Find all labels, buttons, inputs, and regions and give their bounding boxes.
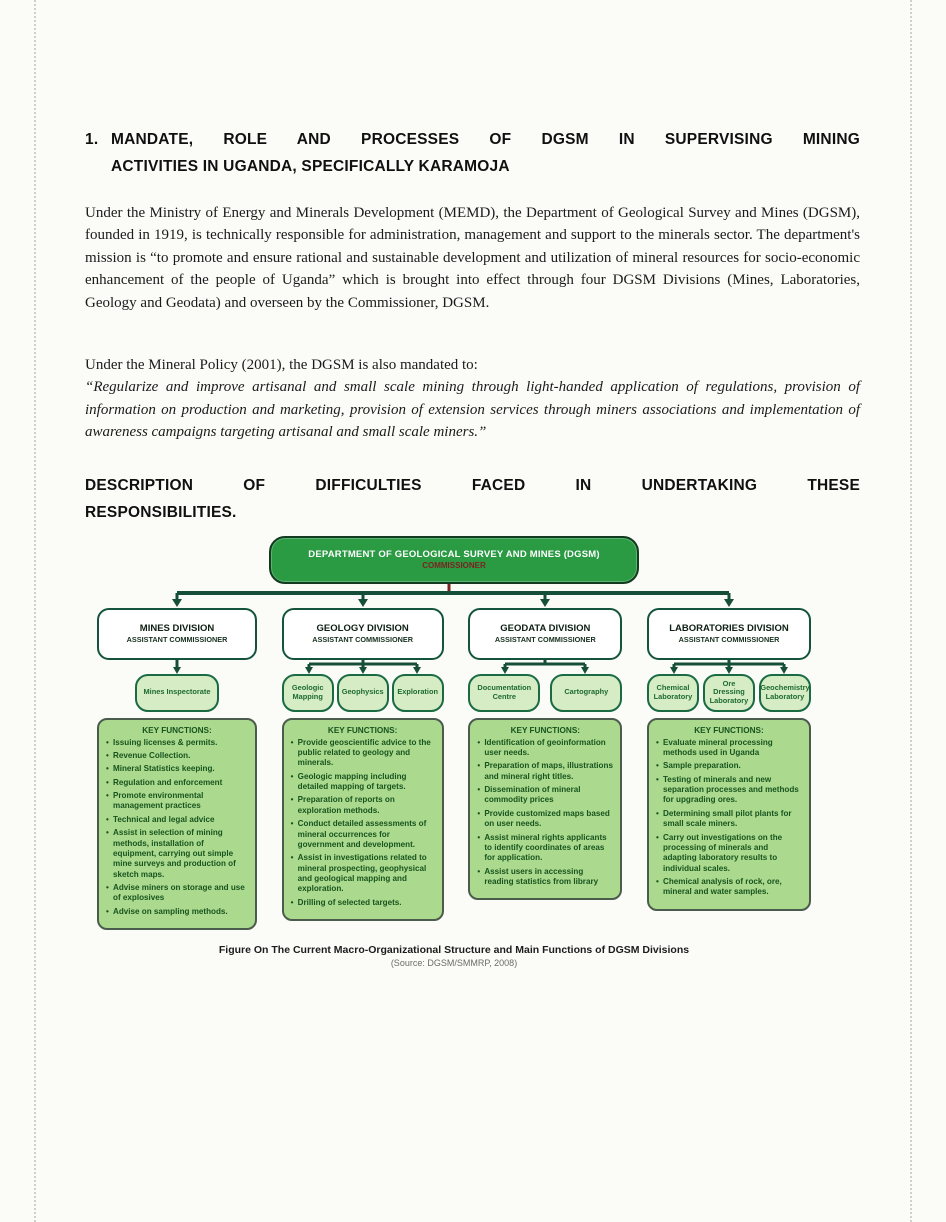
geology-units-connector	[282, 660, 444, 674]
division-column-laboratories	[647, 608, 811, 930]
division-column-mines	[97, 608, 257, 930]
mines-units-connector	[97, 660, 257, 674]
paragraph-mineral-policy-quote: “Regularize and improve artisanal and small scale mining through light-handed application of regulations, provision of information on production and marketing, provision of extension services through miners associations and implementation of awareness campaigns targeting artisanal and small scale miners.”	[85, 379, 860, 441]
paragraph-mineral-policy-intro: Under the Mineral Policy (2001), the DGSM is also mandated to:	[85, 357, 478, 374]
difficulties-heading-line2: RESPONSIBILITIES.	[85, 503, 237, 521]
unit-pill: Geochemistry Laboratory	[759, 674, 811, 712]
geology-units	[282, 674, 444, 712]
division-role: ASSISTANT COMMISSIONER	[126, 635, 228, 645]
geology-division-box	[282, 608, 444, 660]
figure-caption-title: Figure On The Current Macro-Organizational Structure and Main Functions of DGSM Divisions	[218, 944, 690, 957]
key-functions-title: KEY FUNCTIONS:	[142, 725, 212, 735]
mines-key-functions-box	[97, 718, 257, 930]
key-function-item: • Carry out investigations on the processing of minerals and adapting laboratory results to individual scales.	[656, 833, 802, 874]
key-function-item: • Assist users in accessing reading statistics from library	[477, 867, 613, 888]
key-function-item: • Geologic mapping including detailed mapping of targets.	[291, 772, 435, 793]
key-function-item: • Advise miners on storage and use of explosives	[106, 883, 248, 904]
key-function-item: • Promote environmental management practices	[106, 791, 248, 812]
division-name: GEOLOGY DIVISION	[316, 623, 409, 635]
org-root-box	[269, 536, 639, 584]
division-role: ASSISTANT COMMISSIONER	[312, 635, 414, 645]
figure-caption-source: (Source: DGSM/SMMRP, 2008)	[390, 958, 518, 969]
geology-key-functions-box	[282, 718, 444, 921]
root-to-divisions-connector	[97, 584, 811, 608]
key-function-item: • Provide customized maps based on user needs.	[477, 809, 613, 830]
unit-pill: Geologic Mapping	[282, 674, 334, 712]
unit-pill: Documentation Centre	[468, 674, 540, 712]
division-role: ASSISTANT COMMISSIONER	[678, 635, 780, 645]
key-functions-list	[291, 738, 435, 908]
org-root-subtitle: COMMISSIONER	[422, 561, 486, 571]
laboratories-division-box	[647, 608, 811, 660]
unit-pill: Ore Dressing Laboratory	[703, 674, 755, 712]
key-functions-list	[477, 738, 613, 888]
key-function-item: • Testing of minerals and new separation processes and methods for upgrading ores.	[656, 775, 802, 806]
key-function-item: • Evaluate mineral processing methods used in Uganda	[656, 738, 802, 759]
key-function-item: • Provide geoscientific advice to the public related to geology and minerals.	[291, 738, 435, 769]
key-function-item: • Chemical analysis of rock, ore, mineral and water samples.	[656, 877, 802, 898]
geodata-division-box	[468, 608, 622, 660]
key-function-item: • Revenue Collection.	[106, 751, 248, 761]
section-heading-line1: MANDATE, ROLE AND PROCESSES OF DGSM IN SUPERVISING MINING	[111, 131, 860, 148]
unit-pill: Exploration	[392, 674, 444, 712]
key-function-item: • Preparation of maps, illustrations and mineral right titles.	[477, 761, 613, 782]
key-functions-title: KEY FUNCTIONS:	[694, 725, 764, 735]
laboratories-units	[647, 674, 811, 712]
key-function-item: • Conduct detailed assessments of mineral occurrences for government and development.	[291, 819, 435, 850]
key-function-item: • Mineral Statistics keeping.	[106, 764, 248, 774]
key-functions-title: KEY FUNCTIONS:	[510, 725, 581, 735]
key-function-item: • Sample preparation.	[656, 761, 802, 771]
laboratories-key-functions-box	[647, 718, 811, 911]
key-function-item: • Technical and legal advice	[106, 815, 248, 825]
figure-caption	[97, 944, 811, 968]
key-function-item: • Dissemination of mineral commodity prices	[477, 785, 613, 806]
section-heading	[85, 126, 860, 180]
geodata-key-functions-box	[468, 718, 622, 901]
unit-pill: Geophysics	[337, 674, 389, 712]
division-name: LABORATORIES DIVISION	[669, 623, 789, 635]
laboratories-units-connector	[647, 660, 811, 674]
key-function-item: • Preparation of reports on exploration methods.	[291, 795, 435, 816]
org-root-title: DEPARTMENT OF GEOLOGICAL SURVEY AND MINES (DGSM)	[308, 549, 600, 561]
unit-pill: Chemical Laboratory	[647, 674, 699, 712]
key-function-item: • Advise on sampling methods.	[106, 907, 248, 917]
key-function-item: • Drilling of selected targets.	[291, 898, 435, 908]
key-function-item: • Regulation and enforcement	[106, 778, 248, 788]
division-column-geology	[282, 608, 444, 930]
key-functions-list	[656, 738, 802, 898]
division-role: ASSISTANT COMMISSIONER	[494, 635, 596, 645]
key-function-item: • Issuing licenses & permits.	[106, 738, 248, 748]
key-function-item: • Determining small pilot plants for small scale miners.	[656, 809, 802, 830]
key-function-item: • Identification of geoinformation user needs.	[477, 738, 613, 759]
geodata-units	[468, 674, 622, 712]
geodata-units-connector	[468, 660, 622, 674]
division-columns	[97, 608, 811, 930]
section-heading-line2: ACTIVITIES IN UGANDA, SPECIFICALLY KARAMOJA	[111, 158, 510, 175]
unit-pill: Mines Inspectorate	[135, 674, 219, 712]
mines-division-box	[97, 608, 257, 660]
difficulties-heading-line1: DESCRIPTION OF DIFFICULTIES FACED IN UNDERTAKING THESE	[85, 476, 860, 494]
mines-units	[97, 674, 257, 712]
paragraph-dgsm-overview: Under the Ministry of Energy and Minerals Development (MEMD), the Department of Geological Survey and Mines (DGSM), founded in 1919, is technically responsible for administration, management and support to the minerals sector. The department's mission is “to promote and ensure rational and sustainable development and utilization of mineral resources for socio-economic enhancement of the people of Uganda” which is brought into effect through four DGSM Divisions (Mines, Laboratories, Geology and Geodata) and overseen by the Commissioner, DGSM.	[85, 205, 860, 311]
section-number: 1.	[85, 131, 99, 148]
division-name: MINES DIVISION	[139, 623, 215, 635]
key-functions-title: KEY FUNCTIONS:	[327, 725, 398, 735]
key-function-item: • Assist in selection of mining methods, installation of equipment, carrying out simple mine surveys and production of sketch maps.	[106, 828, 248, 880]
difficulties-heading	[85, 472, 860, 526]
key-functions-list	[106, 738, 248, 917]
division-column-geodata	[468, 608, 622, 930]
unit-pill: Cartography	[550, 674, 622, 712]
division-name: GEODATA DIVISION	[500, 623, 591, 635]
org-chart	[97, 536, 811, 968]
key-function-item: • Assist mineral rights applicants to identify coordinates of areas for application.	[477, 833, 613, 864]
key-function-item: • Assist in investigations related to mineral prospecting, geophysical and geological mapping and exploration.	[291, 853, 435, 894]
